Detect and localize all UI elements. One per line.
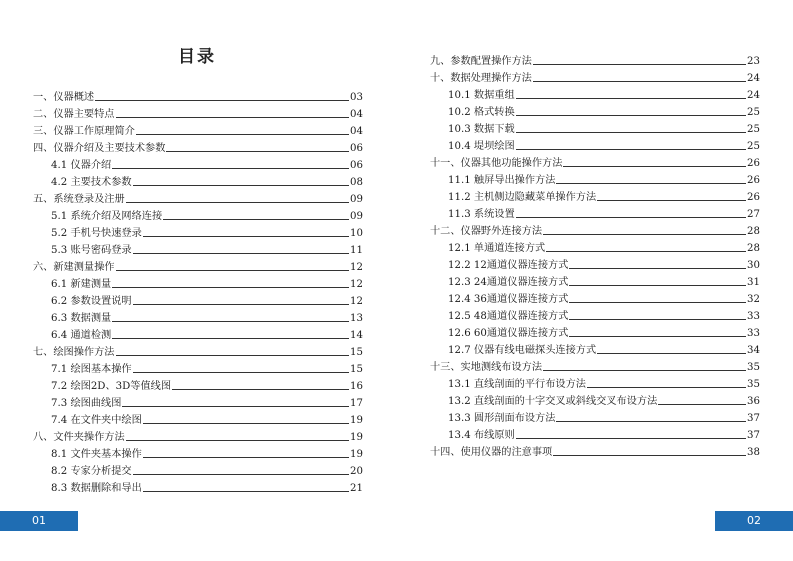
toc-entry-page: 28 (747, 226, 760, 237)
toc-leader-line (116, 270, 350, 271)
toc-entry-label: 十一、仪器其他功能操作方法 (430, 158, 563, 169)
toc-entry-label: 10.2 格式转换 (448, 107, 515, 118)
toc-entry-label: 4.2 主要技术参数 (51, 177, 132, 188)
toc-leader-line (112, 287, 349, 288)
toc-entry-label: 4.1 仪器介绍 (51, 160, 112, 171)
toc-entry-page: 08 (350, 177, 363, 188)
toc-entry-label: 12.7 仪器有线电磁探头连接方式 (448, 345, 597, 356)
toc-entry[interactable] (33, 88, 363, 105)
toc-entry[interactable] (33, 190, 363, 207)
toc-entry[interactable] (430, 409, 760, 426)
toc-entry[interactable] (33, 428, 363, 445)
toc-leader-line (569, 268, 746, 269)
toc-entry-page: 33 (747, 311, 760, 322)
toc-leader-line (546, 251, 746, 252)
toc-entry[interactable] (430, 171, 760, 188)
toc-entry[interactable] (33, 173, 363, 190)
toc-entry[interactable] (430, 256, 760, 273)
toc-leader-line (569, 319, 746, 320)
toc-leader-line (116, 355, 350, 356)
toc-entry[interactable] (430, 52, 760, 69)
toc-entry-page: 34 (747, 345, 760, 356)
toc-leader-line (569, 336, 746, 337)
toc-entry-page: 35 (747, 362, 760, 373)
toc-entry[interactable] (430, 222, 760, 239)
toc-entry-page: 19 (350, 415, 363, 426)
toc-leader-line (133, 185, 349, 186)
toc-entry-label: 12.4 36通道仪器连接方式 (448, 294, 569, 305)
toc-entry[interactable] (430, 426, 760, 443)
toc-entry[interactable] (33, 207, 363, 224)
toc-entry[interactable] (33, 394, 363, 411)
toc-entry-label: 13.2 直线剖面的十字交叉或斜线交叉布设方法 (448, 396, 658, 407)
toc-leader-line (597, 200, 746, 201)
toc-leader-line (516, 217, 746, 218)
toc-entry[interactable] (33, 292, 363, 309)
toc-leader-line (516, 98, 746, 99)
toc-leader-line (126, 440, 349, 441)
toc-entry-page: 09 (350, 194, 363, 205)
toc-entry[interactable] (33, 122, 363, 139)
toc-entry-page: 30 (747, 260, 760, 271)
toc-leader-line (543, 234, 746, 235)
toc-entry-page: 28 (747, 243, 760, 254)
toc-entry-label: 6.1 新建测量 (51, 279, 112, 290)
toc-leader-line (658, 404, 746, 405)
toc-entry-label: 7.2 绘图2D、3D等值线图 (51, 381, 172, 392)
toc-entry[interactable] (33, 445, 363, 462)
toc-entry-page: 06 (350, 143, 363, 154)
toc-entry[interactable] (33, 343, 363, 360)
toc-entry[interactable] (33, 241, 363, 258)
toc-leader-line (122, 406, 349, 407)
toc-leader-line (516, 115, 746, 116)
toc-entry-label: 十二、仪器野外连接方法 (430, 226, 543, 237)
toc-entry-page: 04 (350, 126, 363, 137)
toc-leader-line (143, 423, 349, 424)
toc-leader-line (587, 387, 746, 388)
toc-leader-line (126, 202, 349, 203)
toc-leader-line (516, 438, 746, 439)
page-number-left: 01 (0, 511, 78, 531)
toc-entry-page: 26 (747, 158, 760, 169)
toc-leader-line (133, 304, 349, 305)
toc-entry-page: 12 (350, 296, 363, 307)
toc-entry-label: 一、仪器概述 (33, 92, 95, 103)
toc-entry-page: 35 (747, 379, 760, 390)
toc-entry-page: 32 (747, 294, 760, 305)
toc-entry[interactable] (430, 86, 760, 103)
toc-leader-line (133, 253, 349, 254)
toc-entry-page: 11 (350, 245, 363, 256)
toc-entry-label: 8.2 专家分析提交 (51, 466, 132, 477)
toc-entry-label: 12.5 48通道仪器连接方式 (448, 311, 569, 322)
toc-entry[interactable] (430, 375, 760, 392)
toc-leader-line (597, 353, 746, 354)
toc-entry-label: 5.1 系统介绍及网络连接 (51, 211, 163, 222)
toc-entry-page: 24 (747, 90, 760, 101)
toc-entry-label: 10.3 数据下载 (448, 124, 515, 135)
toc-entry[interactable] (430, 137, 760, 154)
toc-entry-page: 16 (350, 381, 363, 392)
toc-entry[interactable] (33, 479, 363, 496)
toc-entry[interactable] (33, 156, 363, 173)
toc-entry-page: 25 (747, 141, 760, 152)
toc-entry-label: 10.1 数据重组 (448, 90, 515, 101)
toc-list-right (430, 52, 760, 460)
toc-entry-label: 二、仪器主要特点 (33, 109, 115, 120)
toc-entry-page: 36 (747, 396, 760, 407)
toc-leader-line (543, 370, 746, 371)
toc-entry-label: 11.3 系统设置 (448, 209, 515, 220)
toc-leader-line (556, 183, 746, 184)
toc-entry-label: 十四、使用仪器的注意事项 (430, 447, 553, 458)
toc-leader-line (143, 491, 349, 492)
toc-entry-label: 五、系统登录及注册 (33, 194, 125, 205)
toc-entry-label: 12.1 单通道连接方式 (448, 243, 546, 254)
toc-entry-page: 12 (350, 279, 363, 290)
toc-leader-line (95, 100, 349, 101)
toc-entry-label: 六、新建测量操作 (33, 262, 115, 273)
toc-entry[interactable] (33, 360, 363, 377)
toc-leader-line (116, 117, 350, 118)
toc-entry-page: 12 (350, 262, 363, 273)
toc-leader-line (143, 457, 349, 458)
toc-entry[interactable] (430, 69, 760, 86)
toc-entry[interactable] (430, 188, 760, 205)
toc-entry[interactable] (33, 377, 363, 394)
toc-entry-page: 25 (747, 124, 760, 135)
toc-leader-line (553, 455, 746, 456)
toc-leader-line (136, 134, 349, 135)
toc-entry[interactable] (33, 275, 363, 292)
toc-leader-line (112, 338, 349, 339)
toc-leader-line (133, 474, 349, 475)
toc-entry-label: 7.1 绘图基本操作 (51, 364, 132, 375)
toc-leader-line (563, 166, 746, 167)
toc-entry-page: 37 (747, 413, 760, 424)
toc-entry-label: 七、绘图操作方法 (33, 347, 115, 358)
toc-leader-line (569, 302, 746, 303)
toc-entry[interactable] (430, 307, 760, 324)
toc-entry-label: 十三、实地测线布设方法 (430, 362, 543, 373)
toc-entry-label: 10.4 堤坝绘图 (448, 141, 515, 152)
page-number-right: 02 (715, 511, 793, 531)
toc-entry-label: 6.3 数据测量 (51, 313, 112, 324)
toc-entry[interactable] (33, 105, 363, 122)
toc-entry-label: 13.3 圆形剖面布设方法 (448, 413, 556, 424)
toc-leader-line (133, 372, 349, 373)
toc-entry-page: 19 (350, 449, 363, 460)
toc-entry[interactable] (430, 273, 760, 290)
toc-entry[interactable] (430, 324, 760, 341)
toc-entry-label: 四、仪器介绍及主要技术参数 (33, 143, 166, 154)
toc-entry[interactable] (33, 139, 363, 156)
toc-entry-label: 8.3 数据删除和导出 (51, 483, 142, 494)
toc-entry-page: 37 (747, 430, 760, 441)
toc-entry[interactable] (33, 411, 363, 428)
toc-entry[interactable] (430, 358, 760, 375)
toc-entry[interactable] (430, 154, 760, 171)
toc-entry-label: 十、数据处理操作方法 (430, 73, 532, 84)
toc-entry[interactable] (33, 462, 363, 479)
toc-entry-page: 23 (747, 56, 760, 67)
page-title: 目录 (178, 47, 216, 67)
toc-list-left (33, 88, 363, 496)
toc-leader-line (166, 151, 349, 152)
toc-entry-label: 三、仪器工作原理简介 (33, 126, 135, 137)
toc-entry-page: 14 (350, 330, 363, 341)
left-page (0, 0, 396, 561)
toc-leader-line (516, 132, 746, 133)
toc-entry-page: 15 (350, 347, 363, 358)
toc-entry[interactable] (33, 224, 363, 241)
toc-entry[interactable] (430, 239, 760, 256)
toc-entry-label: 12.6 60通道仪器连接方式 (448, 328, 569, 339)
toc-entry-label: 8.1 文件夹基本操作 (51, 449, 142, 460)
toc-entry-page: 19 (350, 432, 363, 443)
toc-entry-label: 11.1 触屏导出操作方法 (448, 175, 556, 186)
toc-entry[interactable] (430, 290, 760, 307)
toc-entry-page: 31 (747, 277, 760, 288)
toc-entry-page: 13 (350, 313, 363, 324)
toc-entry-label: 6.2 参数设置说明 (51, 296, 132, 307)
toc-entry-label: 九、参数配置操作方法 (430, 56, 532, 67)
toc-entry-page: 03 (350, 92, 363, 103)
toc-entry[interactable] (430, 205, 760, 222)
toc-entry-page: 26 (747, 192, 760, 203)
toc-entry-page: 20 (350, 466, 363, 477)
toc-entry-page: 38 (747, 447, 760, 458)
toc-entry-label: 7.3 绘图曲线图 (51, 398, 122, 409)
toc-entry-page: 15 (350, 364, 363, 375)
toc-entry-page: 17 (350, 398, 363, 409)
toc-entry-label: 12.3 24通道仪器连接方式 (448, 277, 569, 288)
toc-entry-label: 12.2 12通道仪器连接方式 (448, 260, 569, 271)
toc-entry[interactable] (33, 309, 363, 326)
toc-entry-label: 11.2 主机侧边隐藏菜单操作方法 (448, 192, 597, 203)
toc-entry-page: 21 (350, 483, 363, 494)
toc-entry-page: 24 (747, 73, 760, 84)
toc-entry-label: 5.2 手机号快速登录 (51, 228, 142, 239)
toc-entry-label: 7.4 在文件夹中绘图 (51, 415, 142, 426)
toc-entry[interactable] (430, 392, 760, 409)
toc-entry-label: 13.4 布线原则 (448, 430, 515, 441)
toc-leader-line (556, 421, 746, 422)
toc-leader-line (533, 81, 746, 82)
toc-leader-line (163, 219, 349, 220)
toc-entry[interactable] (430, 443, 760, 460)
toc-leader-line (112, 168, 349, 169)
toc-entry-label: 6.4 通道检测 (51, 330, 112, 341)
toc-leader-line (172, 389, 349, 390)
toc-leader-line (569, 285, 746, 286)
toc-entry-page: 25 (747, 107, 760, 118)
toc-entry-label: 八、文件夹操作方法 (33, 432, 125, 443)
toc-entry-label: 13.1 直线剖面的平行布设方法 (448, 379, 586, 390)
toc-entry[interactable] (430, 103, 760, 120)
toc-leader-line (533, 64, 746, 65)
toc-entry-page: 26 (747, 175, 760, 186)
toc-entry-page: 06 (350, 160, 363, 171)
toc-leader-line (516, 149, 746, 150)
toc-entry-label: 5.3 账号密码登录 (51, 245, 132, 256)
toc-entry[interactable] (33, 258, 363, 275)
toc-entry-page: 33 (747, 328, 760, 339)
toc-entry-page: 04 (350, 109, 363, 120)
toc-entry-page: 09 (350, 211, 363, 222)
toc-leader-line (112, 321, 349, 322)
toc-entry-page: 10 (350, 228, 363, 239)
right-page (397, 0, 793, 561)
toc-entry[interactable] (33, 326, 363, 343)
toc-entry[interactable] (430, 341, 760, 358)
toc-leader-line (143, 236, 349, 237)
toc-entry-page: 27 (747, 209, 760, 220)
toc-entry[interactable] (430, 120, 760, 137)
